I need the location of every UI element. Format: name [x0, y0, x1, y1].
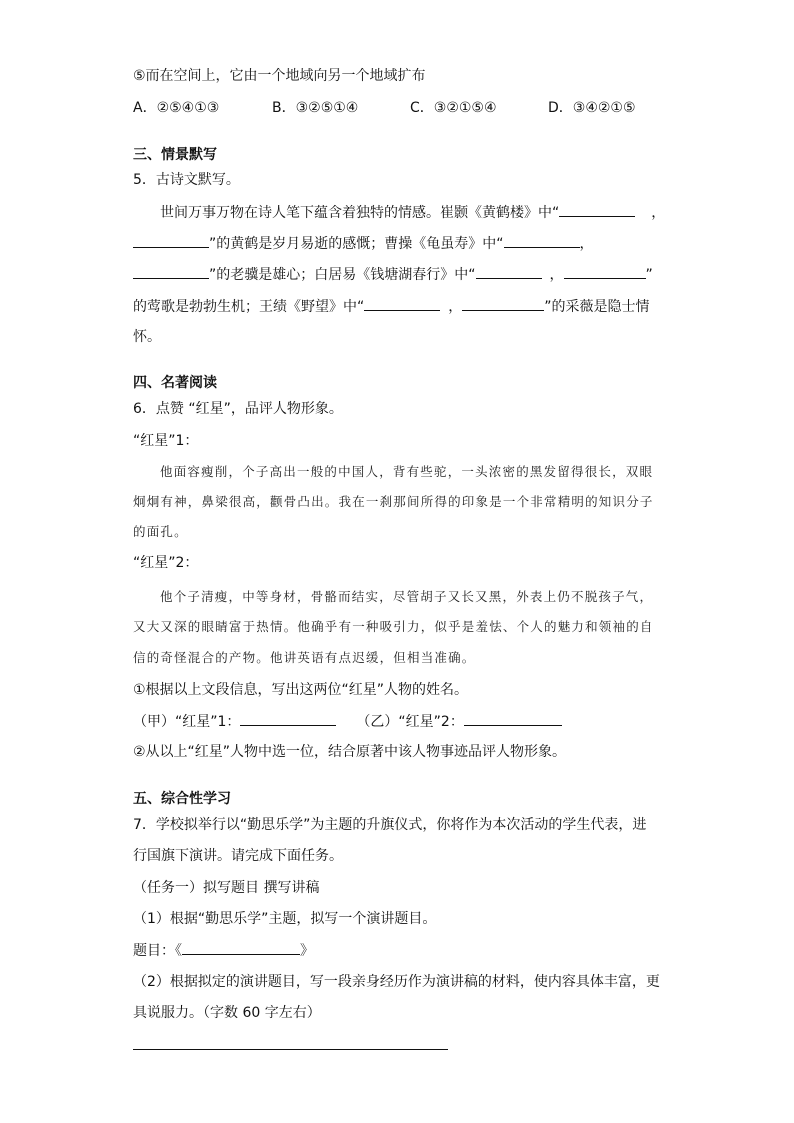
answer-blank[interactable]: [182, 940, 300, 955]
q6-stem: 6．点赞 “红星”，品评人物形象。: [133, 401, 343, 417]
option-d: D．③④②①⑤: [548, 100, 636, 116]
q6-answer-line: [133, 711, 562, 732]
q5-line-3: [133, 264, 653, 285]
q5-line-4: [133, 296, 650, 317]
q5-text: ”的老骥是雄心；白居易《钱塘湖春行》中“: [209, 267, 476, 283]
star2-passage-line: 他个子清瘦，中等身材，骨骼而结实，尽管胡子又长又黑，外表上仍不脱孩子气，: [160, 589, 654, 604]
star1-passage-line: 他面容瘦削，个子高出一般的中国人，背有些驼，一头浓密的黑发留得很长，双眼: [160, 464, 654, 479]
q5-text: ，: [448, 299, 463, 315]
q6-sub2: ②从以上“红星”人物中选一位，结合原著中该人物事迹品评人物形象。: [133, 744, 567, 760]
q5-text: ”的黄鹤是岁月易逝的感慨；曹操《龟虽寿》中“: [209, 236, 504, 252]
q7-stem-line: 7．学校拟举行以“勤思乐学”为主题的升旗仪式，你将作为本次活动的学生代表，进: [133, 817, 647, 833]
option-b: B．③②⑤①④: [272, 100, 359, 116]
q5-stem: 5．古诗文默写。: [133, 172, 240, 188]
answer-blank[interactable]: [504, 233, 580, 248]
answer-blank[interactable]: [133, 233, 209, 248]
option-a: A．②⑤④①③: [133, 100, 220, 116]
q4-item5: ⑤而在空间上，它由一个地域向另一个地域扩布: [133, 68, 426, 84]
answer-blank[interactable]: [133, 264, 209, 279]
q5-text: ，: [579, 236, 594, 252]
q6-sub1: ①根据以上文段信息，写出这两位“红星”人物的姓名。: [133, 682, 469, 698]
answer-blank[interactable]: [364, 296, 440, 311]
section-4-title: 四、名著阅读: [133, 375, 217, 391]
star1-label: “红星”1：: [133, 433, 199, 449]
q5-line-1: [160, 202, 665, 223]
q5-text: ，: [651, 205, 666, 221]
answer-rule[interactable]: [133, 1049, 448, 1050]
answer-blank[interactable]: [559, 202, 635, 217]
q5-text: ”: [645, 267, 653, 283]
section-3-title: 三、情景默写: [133, 147, 217, 163]
star2-passage-line: 信的奇怪混合的产物。他讲英语有点迟缓，但相当准确。: [133, 650, 476, 665]
q5-line-5: 怀。: [133, 329, 161, 345]
q5-text: 的莺歌是勃勃生机；王绩《野望》中“: [133, 299, 365, 315]
q5-text: ”的采薇是隐士情: [544, 299, 650, 315]
star1-passage-line: 的面孔。: [133, 524, 188, 539]
q5-text: ，: [549, 267, 564, 283]
jia-label: （甲）“红星”1：: [133, 714, 241, 730]
task1-item2-line: 具说服力。（字数 60 字左右）: [133, 1005, 321, 1021]
q7-stem-line: 行国旗下演讲。请完成下面任务。: [133, 848, 343, 864]
star1-passage-line: 炯炯有神，鼻梁很高，颧骨凸出。我在一刹那间所得的印象是一个非常精明的知识分子: [133, 494, 654, 509]
star2-label: “红星”2：: [133, 555, 199, 571]
answer-blank[interactable]: [462, 296, 544, 311]
title-prefix: 题目：《: [133, 943, 182, 959]
option-c: C．③②①⑤④: [410, 100, 497, 116]
answer-blank[interactable]: [564, 264, 646, 279]
q5-line-2: [133, 233, 594, 254]
answer-blank[interactable]: [464, 711, 562, 726]
answer-blank[interactable]: [240, 711, 336, 726]
answer-blank[interactable]: [476, 264, 542, 279]
task1-item1: （1）根据“勤思乐学”主题，拟写一个演讲题目。: [133, 911, 437, 927]
title-suffix: 》: [300, 943, 314, 959]
section-5-title: 五、综合性学习: [133, 791, 231, 807]
title-answer-line: [133, 940, 314, 961]
yi-label: （乙）“红星”2：: [356, 714, 464, 730]
star2-passage-line: 又大又深的眼睛富于热情。他确乎有一种吸引力，似乎是羞怯、个人的魅力和领袖的自: [133, 619, 654, 634]
q5-text: 世间万事万物在诗人笔下蕴含着独特的情感。崔颢《黄鹤楼》中“: [160, 205, 560, 221]
task1: （任务一）拟写题目 撰写讲稿: [133, 880, 320, 896]
task1-item2-line: （2）根据拟定的演讲题目，写一段亲身经历作为演讲稿的材料，使内容具体丰富，更: [133, 974, 660, 990]
